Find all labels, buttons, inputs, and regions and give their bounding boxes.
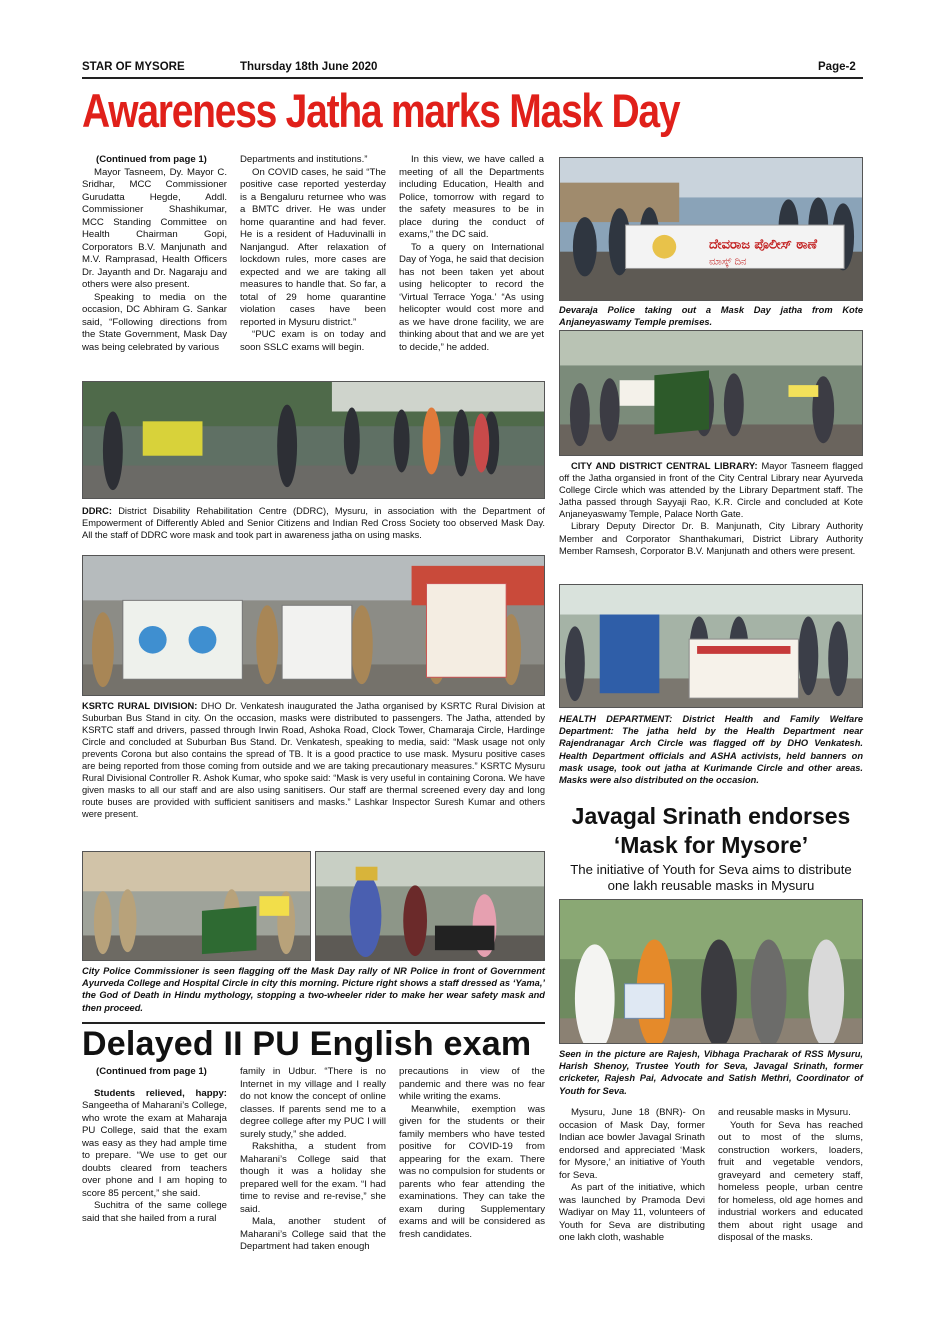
main-col2-p3: “PUC exam is on today and soon SSLC exams will begin. [240,329,386,353]
caption-ksrtc-text: DHO Dr. Venkatesh inaugurated the Jatha organised by KSRTC Rural Division at Suburban Bus Stand in city. On the occasion, masks were distributed to passengers. The Jatha, attended by KSRTC staff and drivers, passed through Irwin Road, Ashoka Road, Clock Tower, Chamaraja Circle, Hardinge Circle and concluded at Suburban Bus Stand. Dr. Venkatesh, speaking to media, said: “Mask usage not only prevents Corona but also contains the spread of TB. It is a good practice to use mask. Mysuru positive cases are being reported from those coming from outside and we are taking precautionary measures.” KSRTC Mysuru Rural Divisional Controller R. Ashok Kumar, who spoke said: “Mask is very useful in containing Corona. We have given masks to all our staff and are also using sanitisers. Our staff are thermal screened every day and long route buses are provided with sufficient sanitisers and masks.” Lashkar Inspector Suresh Kumar and others were present. [82,701,545,819]
main-column-3 [399,154,544,354]
pu-col2-p2: Rakshitha, a student from Maharani’s College said that though it was a holiday she prepared well for the exam. “I had time to revise and re-revise,” she said. [240,1141,386,1215]
masthead-page: Page-2 [818,61,856,73]
caption-ddrc-lead: DDRC: [82,506,112,516]
masthead-date: Thursday 18th June 2020 [240,61,378,73]
main-col2-p2: On COVID cases, he said “The positive case reported yesterday is a Bengaluru returnee who was a BMTC driver. He was under home quarantine and had fever. He is a resident of Haduvinalli in Nanjangud. After relaxation of lockdown rules, more cases are expected and we are taking all measures to handle that. So far, a total of 29 home quarantine violation cases have been reported in Mysuru district.” [240,166,386,328]
srinath-column-1 [559,1107,705,1245]
pu-col1-p2: Suchitra of the same college said that she hailed from a rural [82,1200,227,1224]
masthead-paper: STAR OF MYSORE [82,61,185,73]
pu-column-1 [82,1066,227,1225]
pu-col3-p1: precautions in view of the pandemic and there was no fear while writing the exams. [399,1066,545,1102]
pu-col2-p1: family in Udbur. “There is no Internet in my village and I really do not know the concept of online classes. If parents send me to a degree college after my PUC I will surely study,” she added. [240,1066,386,1140]
srinath-column-2 [718,1107,863,1245]
main-col3-p1: In this view, we have called a meeting of all the Departments including Education, Health and Police, tomorrow with regard to the safety measures to be in place during the conduct of exams,” the DC said. [399,154,544,240]
photo-library-jatha [559,330,863,456]
photo-health-department [559,584,863,708]
caption-library-lead: CITY AND DISTRICT CENTRAL LIBRARY: [571,461,758,471]
pu-column-2 [240,1066,386,1254]
main-headline: Awareness Jatha marks Mask Day [82,84,680,137]
caption-ksrtc [82,700,545,820]
caption-health-text: District Health and Family Welfare Department: The jatha held by the Health Department near Rajendranagar Arch Circle was flagged off by DHO Venkatesh. Health Department officials and ASHA activists, held banners on mask usage, took out jatha at Kurimande Circle and other areas. Masks were also distributed on the occasion. [559,714,863,786]
photo-devaraja-police [559,157,863,301]
pu-col3-p2: Meanwhile, exemption was given for the students or their family members who have tested positive for COVID-19 from appearing for the exam. There was no compulsion for students or parents who fear attending the examinations. They can take the exam during Supplementary exams and will be considered as fresh candidates. [399,1103,545,1240]
caption-devaraja: Devaraja Police taking out a Mask Day jatha from Kote Anjaneyaswamy Temple premises. [559,305,863,328]
photo-police-flagoff [82,851,311,961]
caption-srinath-photo: Seen in the picture are Rajesh, Vibhaga Pracharak of RSS Mysuru, Harish Shenoy, Trustee Youth for Seva, Javagal Srinath, former cricketer, Rajesh Pai, Advocate and Satish Methri, Coordinator of Youth for Seva. [559,1049,863,1096]
main-column-2 [240,154,386,354]
photo-banner-text-2: ಮಾಸ್ಕ್ ದಿನ [709,256,747,268]
pu-lead: Students relieved, happy: [94,1087,227,1099]
caption-library-p2: Library Deputy Director Dr. B. Manjunath, City Library Authority Member and Corporator Shanthakumari, District Library Authority Member Ramsesh, Corporator B.V. Manjunath and others were present. [559,521,863,556]
pu-col2-p3: Mala, another student of Maharani’s College said that the Department had taken enough [240,1216,386,1252]
pu-rule [82,1022,545,1024]
caption-health [559,713,863,786]
caption-ddrc [82,505,545,541]
srinath-col2-p2: Youth for Seva has reached out to most of the slums, construction workers, loaders, fruit and vegetable vendors, graveyard and cemetery staff, homeless people, urban centre for homeless, old age homes and industrial workers and educated them about right usage and disposal of the masks. [718,1119,863,1243]
srinath-headline-1: Javagal Srinath endorses [571,803,851,829]
main-col2-p1: Departments and institutions.” [240,154,368,165]
pu-col1-p1: Sangeetha of Maharani’s College, who wrote the exam at Maharaja PU College, said that the exam was easy as they had ample time to prepare. “We use to get our doubts cleared from teachers over phone and I am hoping to score 85 percent,” she said. [82,1100,227,1199]
photo-yama-costume [315,851,545,961]
masthead-rule [82,77,863,79]
srinath-col1-p2: As part of the initiative, which was launched by Pramoda Devi Wadiyar on May 11, volunteers of Youth for Seva are distributing one lakh cloth, washable [559,1182,705,1243]
srinath-subheadline-2: one lakh reusable masks in Mysuru [607,878,815,893]
main-continued: (Continued from page 1) [96,154,207,165]
pu-headline: Delayed II PU English exam [82,1025,532,1063]
srinath-headline-2: ‘Mask for Mysore’ [613,832,809,858]
photo-ksrtc [82,555,545,696]
photo-banner-text: ದೇವರಾಜ ಪೊಲೀಸ್ ಠಾಣೆ [709,237,818,253]
main-col1-p1: Mayor Tasneem, Dy. Mayor C. Sridhar, MCC Commissioner Gurudatta Hegde, Addl. Commissioner Shashikumar, MCC Standing Committee on Health Chairman Gopi, Corporators B.V. Manjunath and M.V. Ramprasad, Health Officers Dr. Jayanth and Dr. Nagaraju and others were also present. [82,166,227,290]
main-col1-p2: Speaking to media on the occasion, DC Abhiram G. Sankar said, “Following directions from the State Government, Mask Day was being celebrated by various [82,291,227,353]
photo-ddrc [82,381,545,499]
photo-srinath [559,899,863,1044]
caption-library-p1: Mayor Tasneem flagged off the Jatha organsied in front of the City Central Library near Ayurveda College Circle which was attended by the Library Department staff. The Jatha passed through Sayyaji Rao, K.R. Circle and concluded at Kote Anjaneyaswamy Temple, Palace North Gate. [559,461,863,520]
srinath-col1-p1: Mysuru, June 18 (BNR)- On occasion of Mask Day, former Indian ace bowler Javagal Srinath endorsed and appreciated ‘Mask for Mysore,’ an initiative of Youth for Seva. [559,1107,705,1181]
main-col3-p2: To a query on International Day of Yoga, he said that decision has not been taken yet about using helicopter to record the ‘Virtual Terrace Yoga.’ “As using helicopter would cost more and as we have drone facility, we are thinking about that and we are yet to decide,” he added. [399,241,544,353]
srinath-subheadline-1: The initiative of Youth for Seva aims to distribute [570,862,852,877]
main-column-1 [82,154,227,354]
pu-column-3 [399,1066,545,1241]
pu-continued: (Continued from page 1) [96,1066,207,1077]
srinath-col2-p1: and reusable masks in Mysuru. [718,1107,851,1118]
caption-ddrc-text: District Disability Rehabilitation Centre (DDRC), Mysuru, in association with the Department of Empowerment of Differently Abled and Senior Citizens and Indian Red Cross Society too observed Mask Day. All the staff of DDRC wore mask and took part in awareness jatha on using masks. [82,506,545,540]
caption-library [559,460,863,557]
caption-ksrtc-lead: KSRTC RURAL DIVISION: [82,701,198,711]
caption-health-lead: HEALTH DEPARTMENT: [559,714,673,724]
caption-police: City Police Commissioner is seen flagging off the Mask Day rally of NR Police in front of Government Ayurveda College and Hospital Circle in city this morning. Picture right shows a staff dressed as ‘Yama,’ the God of Death in Hindu mythology, stopping a two-wheeler rider to make her wear safety mask and then proceed. [82,966,545,1013]
